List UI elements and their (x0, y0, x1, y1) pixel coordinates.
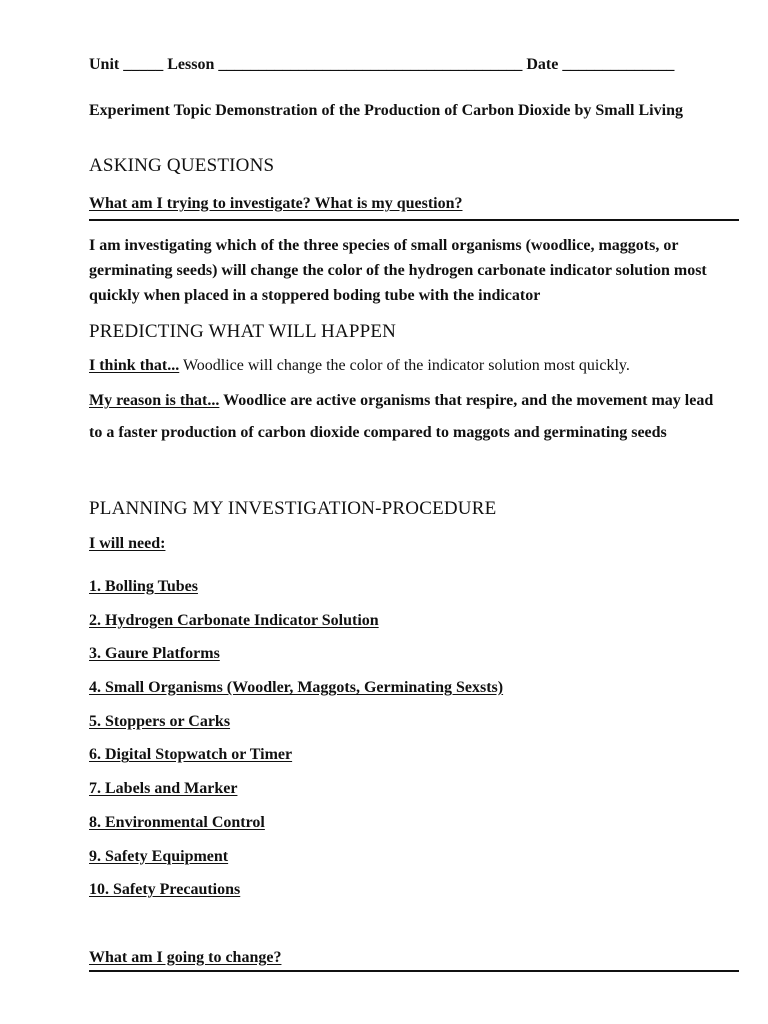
reason-paragraph (89, 385, 729, 449)
list-item: 1. Bolling Tubes (89, 578, 198, 595)
prediction-line (89, 357, 739, 375)
asking-questions-heading: ASKING QUESTIONS (89, 155, 275, 176)
investigation-answer: I am investigating which of the three species of small organisms (woodlice, maggots, or germinating seeds) will change the color of the hydrogen carbonate indicator solution most quickly when placed in a stoppered boding tube with the indicator (89, 237, 707, 304)
list-item: 4. Small Organisms (Woodler, Maggots, Germinating Sexsts) (89, 679, 504, 697)
investigation-question-prompt: What am I trying to investigate? What is my question? (89, 195, 463, 212)
list-item: 5. Stoppers or Carks (89, 712, 231, 730)
planning-heading: PLANNING MY INVESTIGATION-PROCEDURE (89, 498, 497, 519)
predicting-heading: PREDICTING WHAT WILL HAPPEN (89, 321, 397, 342)
list-item: 8. Environmental Control (89, 813, 265, 831)
list-item: 7. Labels and Marker (89, 780, 238, 798)
list-item: 3. Gaure Platforms (89, 645, 220, 663)
materials-list (89, 578, 503, 915)
unit-lesson-date-line: Unit _____ Lesson ______________________________________ Date ______________ (89, 56, 675, 73)
change-question-underline-rule (89, 970, 739, 972)
i-think-label: I think that... (89, 357, 180, 374)
question-underline-rule (89, 219, 739, 221)
list-item: 2. Hydrogen Carbonate Indicator Solution (89, 611, 379, 629)
reason-label: My reason is that... (89, 392, 220, 409)
list-item: 9. Safety Equipment (89, 847, 229, 865)
prediction-text: Woodlice will change the color of the indicator solution most quickly. (179, 357, 630, 374)
change-question-prompt: What am I going to change? (89, 949, 282, 966)
list-item: 6. Digital Stopwatch or Timer (89, 746, 293, 764)
experiment-topic: Experiment Topic Demonstration of the Production of Carbon Dioxide by Small Living (89, 102, 683, 119)
reason-text: Woodlice are active organisms that respire, and the movement may lead to a faster production of carbon dioxide compared to maggots and germinating seeds (89, 392, 714, 441)
list-item: 10. Safety Precautions (89, 881, 241, 899)
i-will-need-label: I will need: (89, 535, 166, 552)
